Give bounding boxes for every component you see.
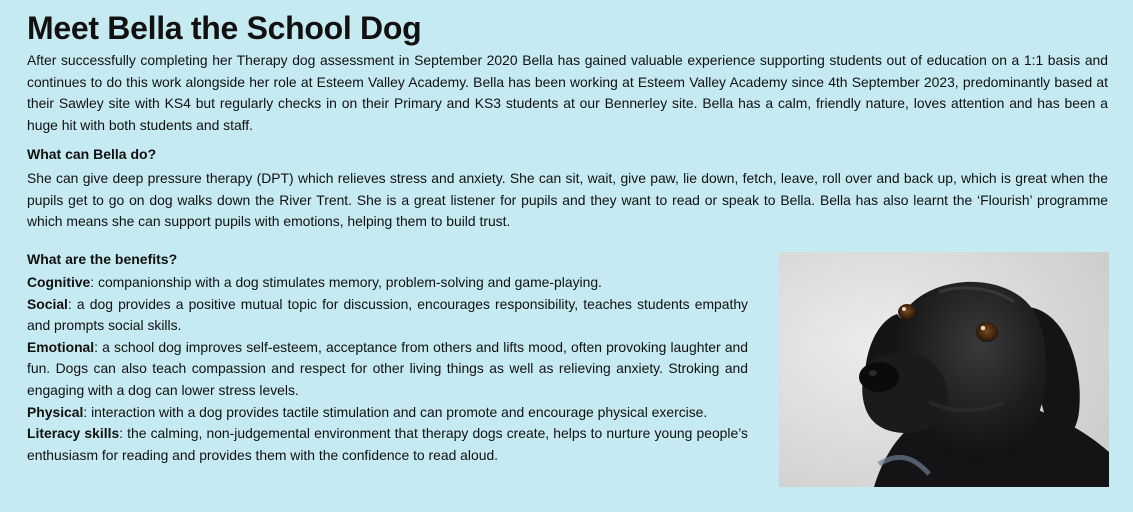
benefit-text: : companionship with a dog stimulates memory, problem-solving and game-playing. [90, 274, 602, 290]
black-labrador-image [779, 252, 1109, 487]
benefit-literacy [27, 423, 748, 466]
benefit-text: : interaction with a dog provides tactile stimulation and can promote and encourage physical exercise. [83, 403, 708, 420]
dog-photo [779, 252, 1109, 487]
benefits-heading: What are the benefits? [27, 251, 178, 267]
benefit-text: : a school dog improves self-esteem, acceptance from others and lifts mood, often provoking laughter and fun. Dogs can also teach compassion and respect for other living things as well as relieving anxiety. Stroking and engaging with a dog can lower stress levels. [27, 338, 748, 398]
can-do-heading: What can Bella do? [27, 146, 157, 162]
benefit-physical [27, 402, 748, 424]
benefit-label: Emotional [27, 338, 95, 355]
intro-paragraph: After successfully completing her Therapy dog assessment in September 2020 Bella has gained valuable experience supporting students out of education on a 1:1 basis and continues to do this work alongside her role at Esteem Valley Academy. Bella has been working at Esteem Valley Academy since 4th September 2023, predominantly based at their Sawley site with KS4 but regularly checks in on their Primary and KS3 students at our Bennerley site. Bella has a calm, friendly nature, loves attention and has been a huge hit with both students and staff. [27, 52, 1108, 133]
benefit-label: Physical [27, 403, 84, 420]
benefit-emotional [27, 337, 748, 402]
benefit-text: : the calming, non-judgemental environment that therapy dogs create, helps to nurture young people’s enthusiasm for reading and provides them with the confidence to read aloud. [27, 425, 748, 463]
benefit-text: : a dog provides a positive mutual topic for discussion, encourages responsibility, teaches students empathy and prompts social skills. [27, 295, 748, 334]
benefit-label: Cognitive [27, 274, 91, 290]
benefit-cognitive [27, 272, 748, 294]
benefit-social [27, 294, 748, 337]
benefits-list [27, 272, 748, 466]
benefit-label: Social [27, 295, 68, 312]
benefit-label: Literacy skills [27, 425, 120, 442]
page-title: Meet Bella the School Dog [27, 10, 422, 46]
can-do-paragraph: She can give deep pressure therapy (DPT) which relieves stress and anxiety. She can sit, wait, give paw, lie down, fetch, leave, roll over and back up, which is great when the pupils get to go on dog walks down the River Trent. She is a great listener for pupils and they want to read or speak to Bella. Bella has also learnt the ‘Flourish’ programme which means she can support pupils with emotions, helping them to build trust. [27, 170, 1108, 230]
